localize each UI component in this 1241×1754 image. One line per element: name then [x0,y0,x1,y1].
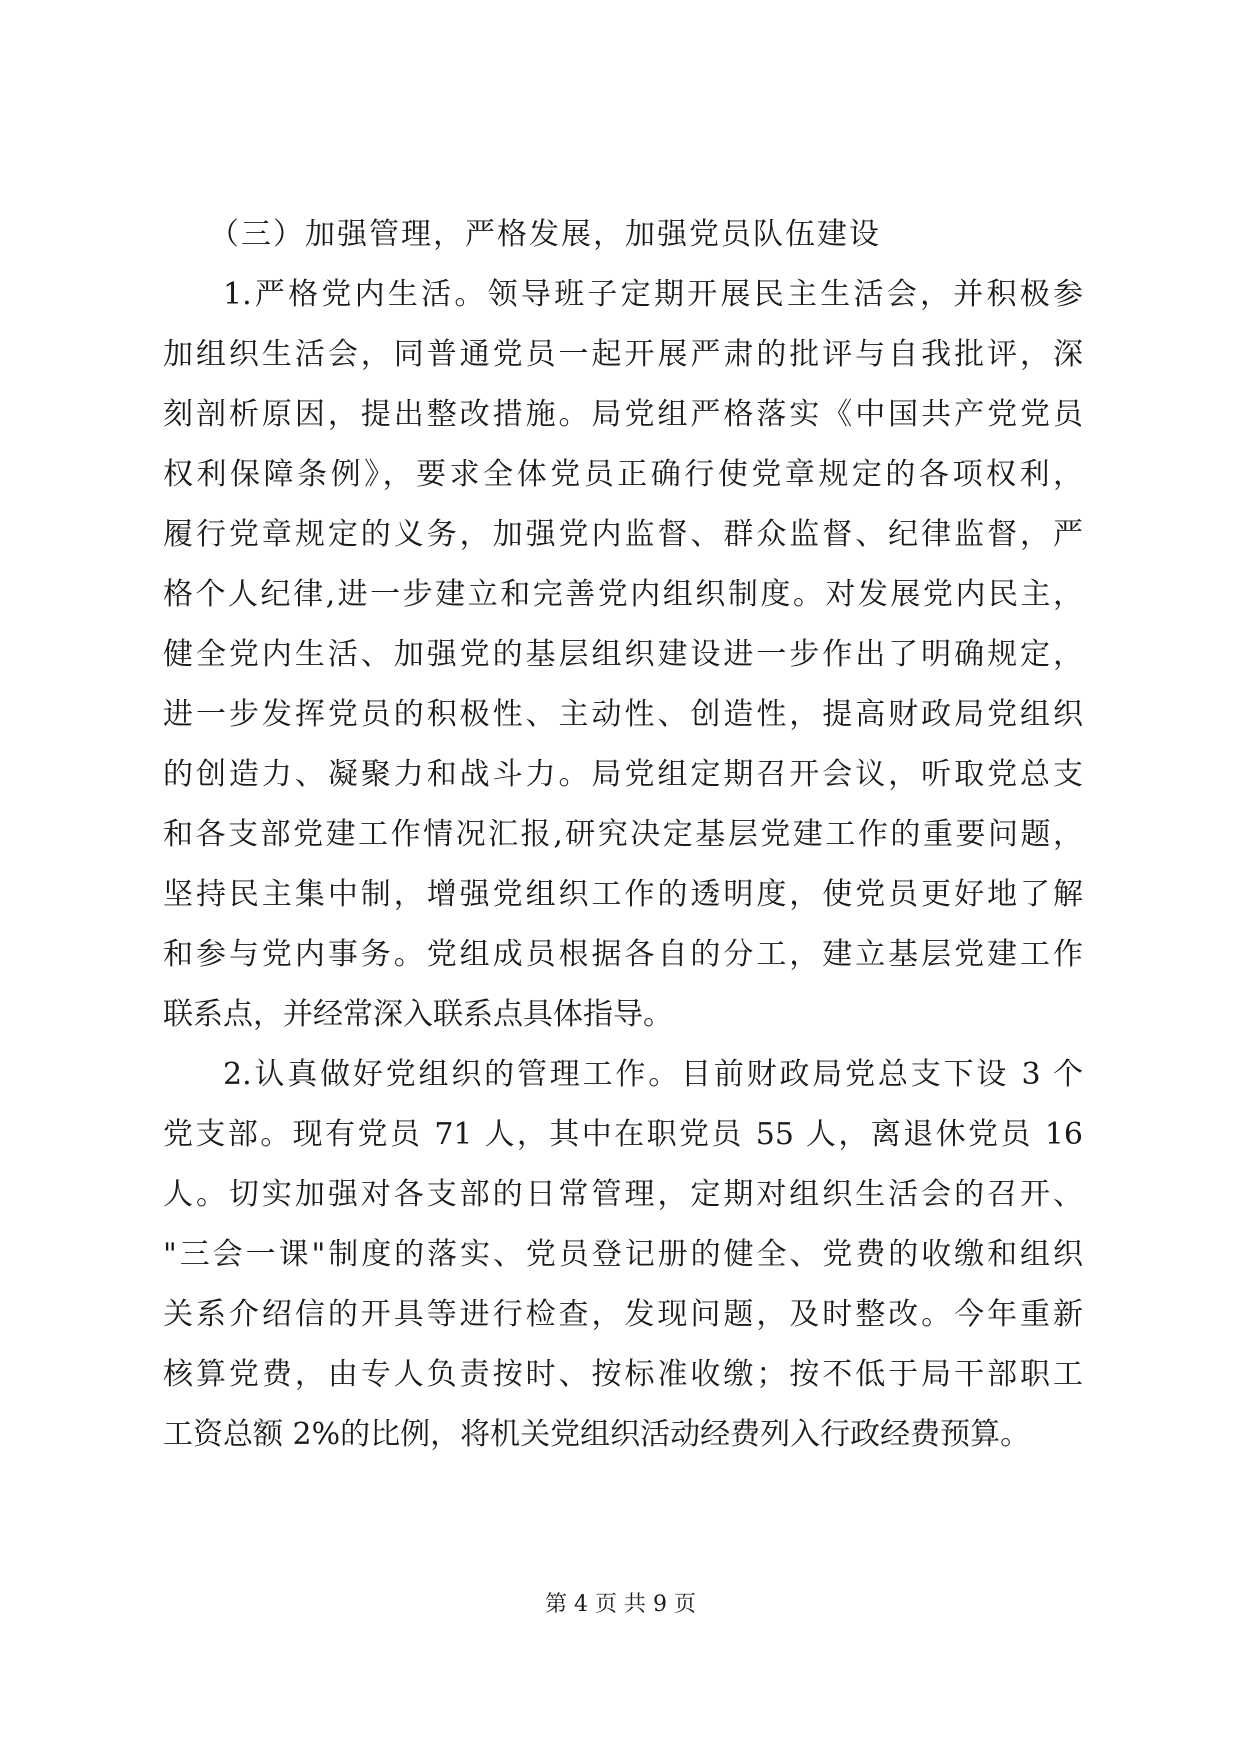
text-line: 的创造力、凝聚力和战斗力。局党组定期召开会议，听取党总支 [163,757,1083,792]
text-line: 核算党费，由专人负责按时、按标准收缴；按不低于局干部职工 [163,1357,1083,1392]
text-line: 履行党章规定的义务，加强党内监督、群众监督、纪律监督，严 [163,517,1083,552]
text-line: 格个人纪律,进一步建立和完善党内组织制度。对发展党内民主， [163,577,1083,612]
document-body [163,205,1083,1465]
text-line: 人。切实加强对各支部的日常管理，定期对组织生活会的召开、 [163,1177,1083,1212]
text-line: 进一步发挥党员的积极性、主动性、创造性，提高财政局党组织 [163,697,1083,732]
text-line: "三会一课"制度的落实、党员登记册的健全、党费的收缴和组织 [163,1237,1083,1272]
page-number-footer: 第 4 页 共 9 页 [545,1592,696,1617]
text-line: 和各支部党建工作情况汇报,研究决定基层党建工作的重要问题， [163,817,1083,852]
text-line: 刻剖析原因，提出整改措施。局党组严格落实《中国共产党党员 [163,397,1083,432]
text-line: 1.严格党内生活。领导班子定期开展民主生活会，并积极参 [223,277,1083,312]
text-line: 关系介绍信的开具等进行检查，发现问题，及时整改。今年重新 [163,1297,1083,1332]
paragraph-1 [163,265,1083,1045]
text-line: 坚持民主集中制，增强党组织工作的透明度，使党员更好地了解 [163,877,1083,912]
paragraph-2 [163,1045,1083,1465]
text-line: 权利保障条例》，要求全体党员正确行使党章规定的各项权利， [163,457,1083,492]
text-line: 2.认真做好党组织的管理工作。目前财政局党总支下设 3 个 [223,1057,1083,1092]
text-line: 健全党内生活、加强党的基层组织建设进一步作出了明确规定， [163,637,1083,672]
text-line: 和参与党内事务。党组成员根据各自的分工，建立基层党建工作 [163,937,1083,972]
text-line: 联系点，并经常深入联系点具体指导。 [163,997,673,1032]
text-line: 工资总额 2%的比例，将机关党组织活动经费列入行政经费预算。 [163,1417,1031,1452]
text-line: 加组织生活会，同普通党员一起开展严肃的批评与自我批评，深 [163,337,1083,372]
text-line: 党支部。现有党员 71 人，其中在职党员 55 人，离退休党员 16 [163,1117,1083,1152]
section-heading: （三）加强管理，严格发展，加强党员队伍建设 [209,217,881,252]
